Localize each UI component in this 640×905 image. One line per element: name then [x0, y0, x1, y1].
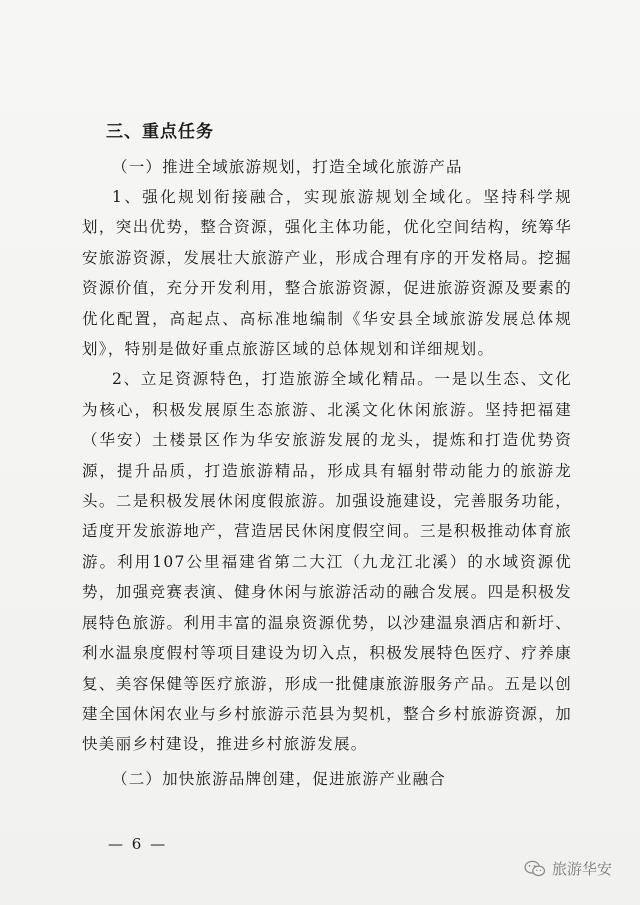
watermark-text: 旅游华安 [552, 860, 613, 878]
paragraph-1: 1、强化规划衔接融合，实现旅游规划全域化。坚持科学规划，突出优势，整合资源，强化主体功能，优化空间结构，统筹华安旅游资源，发展壮大旅游产业，形成合理有序的开发格局。挖掘资源价值，充分开发利用，整合旅游资源，促进旅游资源及要素的优化配置，高起点、高标准地编制《华安县全域旅游发展总体规划》，特别是做好重点旅游区域的总体规划和详细规划。 [82, 188, 572, 359]
paragraph-2: 2、立足资源特色，打造旅游全域化精品。一是以生态、文化为核心，积极发展原生态旅游、北溪文化休闲旅游。坚持把福建（华安）土楼景区作为华安旅游发展的龙头，提炼和打造优势资源，提升品质，打造旅游精品，形成具有辐射带动能力的旅游龙头。二是积极发展休闲度假旅游。加强设施建设，完善服务功能，适度开发旅游地产，营造居民休闲度假空间。三是积极推动体育旅游。利用107公里福建省第二大江（九龙江北溪）的水域资源优势，加强竞赛表演、健身休闲与旅游活动的融合发展。四是积极发展特色旅游。利用丰富的温泉资源优势，以沙建温泉酒店和新圩、利水温泉度假村等项目建设为切入点，积极发展特色医疗、疗养康复、美容保健等医疗旅游，形成一批健康旅游服务产品。五是以创建全国休闲农业与乡村旅游示范县为契机，整合乡村旅游资源，加快美丽乡村建设，推进乡村旅游发展。 [82, 370, 572, 754]
watermark [524, 858, 612, 879]
page-number: — 6 — [108, 835, 168, 853]
section-heading: 三、重点任务 [106, 122, 214, 142]
document-body [82, 118, 572, 794]
subsection-heading-2: （二）加快旅游品牌创建，促进旅游产业融合 [112, 769, 447, 788]
wechat-icon [524, 860, 546, 878]
subsection-heading-1: （一）推进全域旅游规划，打造全域化旅游产品 [112, 158, 463, 176]
